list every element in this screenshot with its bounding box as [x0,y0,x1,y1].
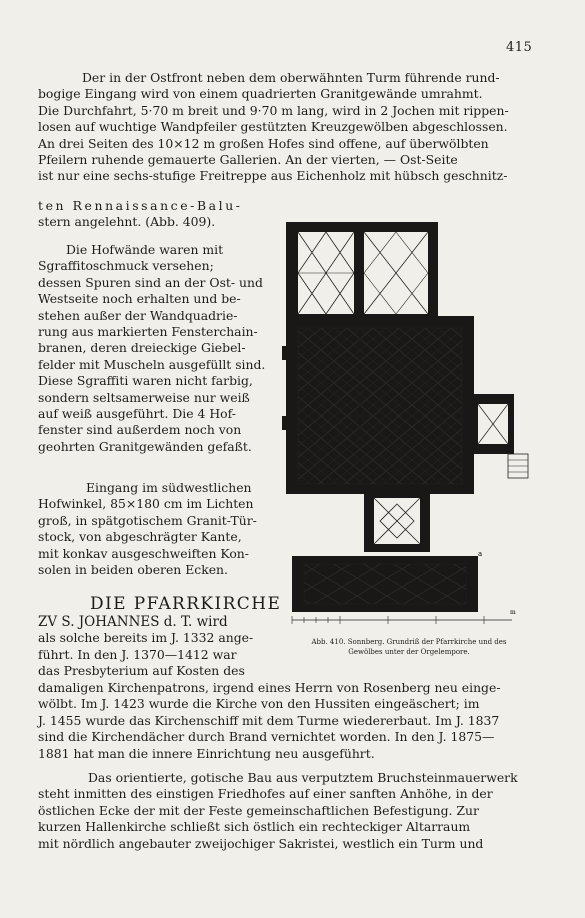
text-line: An drei Seiten des 10×12 m großen Hofes sind offene, auf überwölbten [38,135,489,151]
text-line: mit konkav ausgeschweiften Kon- [38,545,249,561]
text-line: ist nur eine sechs-stufige Freitreppe aus Eichenholz mit hübsch geschnitz- [38,168,508,184]
text-line: wölbt. Im J. 1423 wurde die Kirche von den Hussiten eingeäschert; im [38,696,480,712]
floor-plan-drawing [282,218,532,648]
text-line: östlichen Ecke der mit der Feste gemeinschaftlichen Befestigung. Zur [38,802,479,818]
text-line: Eingang im südwestlichen [86,480,252,495]
paragraph-5 [38,770,518,852]
page-number: 415 [506,40,533,55]
text-line: Diese Sgraffiti waren nicht farbig, [38,373,253,389]
label-a: a [478,550,483,558]
paragraph-4-cont [38,680,513,762]
text-line: felder mit Muscheln ausgefüllt sind. [38,356,266,372]
text-line: damaligen Kirchenpatrons, irgend eines Herrn von Rosenberg neu einge- [38,680,501,695]
label-m: m [510,609,516,616]
floor-plan-figure [282,218,532,648]
text-line: bogige Eingang wird von einem quadrierten Granitgewände umrahmt. [38,86,483,102]
text-line: stock, von abgeschrägter Kante, [38,529,242,545]
caption-line-2: Gewölbes unter der Orgelempore. [348,647,470,656]
paragraph-4 [38,614,268,680]
text-line: Die Hofwände waren mit [66,242,224,257]
paragraph-1-cont [38,198,268,231]
text-line: stehen außer der Wandquadrie- [38,307,238,323]
text-line: fenster sind außerdem noch von [38,422,242,438]
text-line: solen in beiden oberen Ecken. [38,561,228,577]
text-line: ZV S. JOHANNES d. T. wird [38,614,228,630]
text-line: Sgraffitoschmuck versehen; [38,258,214,274]
text-line: ten Rennaissance-Balu- [38,198,243,213]
paragraph-3 [38,480,268,578]
paragraph-2 [38,242,268,455]
text-line: losen auf wuchtige Wandpfeiler gestützten Kreuzgewölben abgeschlossen. [38,119,508,135]
paragraph-1 [38,70,513,185]
text-line: geohrten Granitgewänden gefaßt. [38,438,252,454]
section-heading: DIE PFARRKIRCHE [90,594,282,614]
text-line: groß, in spätgotischem Granit-Tür- [38,512,257,528]
text-line: Das orientierte, gotische Bau aus verputztem Bruchsteinmauerwerk [88,770,518,785]
text-line: sind die Kirchendächer durch Brand vernichtet worden. In den J. 1875— [38,729,495,745]
text-line: führt. In den J. 1370—1412 war [38,646,237,662]
text-line: mit nördlich angebauter zweijochiger Sakristei, westlich ein Turm und [38,835,484,851]
figure-caption [284,638,534,657]
text-line: Hofwinkel, 85×180 cm im Lichten [38,496,254,512]
text-line: als solche bereits im J. 1332 ange- [38,630,254,646]
text-line: steht inmitten des einstigen Friedhofes auf einer sanften Anhöhe, in der [38,786,493,802]
text-line: dessen Spuren sind an der Ost- und [38,274,263,290]
text-line: auf weiß ausgeführt. Die 4 Hof- [38,405,236,421]
text-line: J. 1455 wurde das Kirchenschiff mit dem Turme wiedererbaut. Im J. 1837 [38,712,500,728]
text-line: rung aus markierten Fensterchain- [38,323,258,339]
text-line: das Presbyterium auf Kosten des [38,663,245,679]
text-line: Pfeilern ruhende gemauerte Gallerien. An der vierten, — Ost-Seite [38,151,458,167]
text-line: stern angelehnt. (Abb. 409). [38,214,216,230]
text-line: kurzen Hallenkirche schließt sich östlich ein rechteckiger Altarraum [38,819,471,835]
text-line: branen, deren dreieckige Giebel- [38,340,246,356]
text-line: Westseite noch erhalten und be- [38,291,241,307]
text-line: Die Durchfahrt, 5·70 m breit und 9·70 m lang, wird in 2 Jochen mit rippen- [38,102,509,118]
text-line: sondern seltsamerweise nur weiß [38,389,250,405]
text-line: 1881 hat man die innere Einrichtung neu ausgeführt. [38,745,375,761]
caption-line-1: Abb. 410. Sonnberg. Grundriß der Pfarrkirche und des [311,638,507,646]
text-line: Der in der Ostfront neben dem oberwähnten Turm führende rund- [82,70,500,85]
